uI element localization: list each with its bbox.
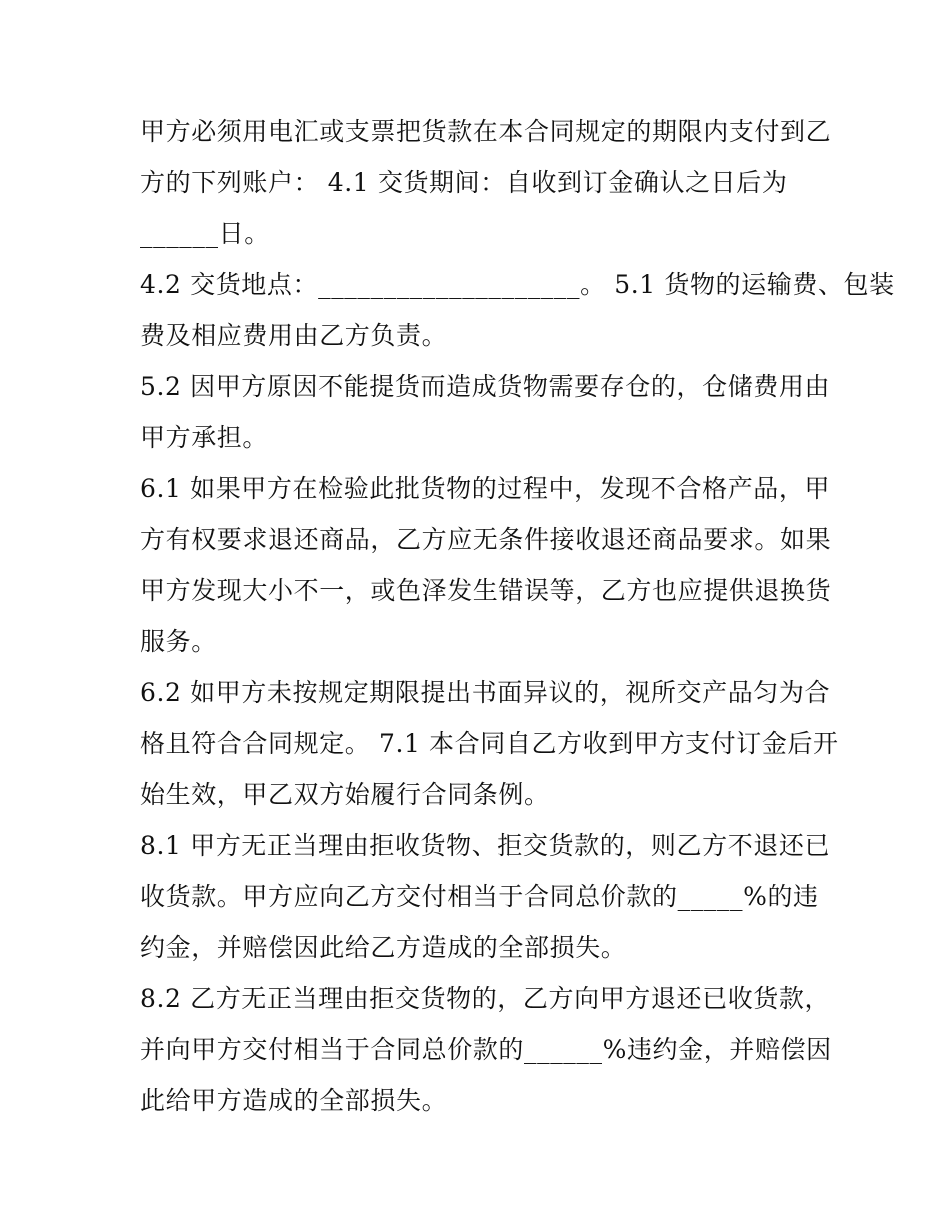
text-line: 费及相应费用由乙方负责。 (140, 321, 448, 350)
text-line: 始生效，甲乙双方始履行合同条例。 (140, 780, 550, 809)
text-line: 格且符合合同规定。 7.1 本合同自乙方收到甲方支付订金后开 (140, 729, 839, 758)
text-line: 服务。 (140, 627, 217, 656)
text-line: 8.1 甲方无正当理由拒收货物、拒交货款的，则乙方不退还已 (140, 831, 831, 860)
text-line: 方有权要求退还商品，乙方应无条件接收退还商品要求。如果 (140, 525, 832, 554)
text-line: 甲方发现大小不一，或色泽发生错误等，乙方也应提供退换货 (140, 576, 832, 605)
text-line: 此给甲方造成的全部损失。 (140, 1086, 448, 1115)
text-line: 4.2 交货地点：____________________。 5.1 货物的运输费、包装 (140, 270, 895, 299)
text-line: 8.2 乙方无正当理由拒交货物的，乙方向甲方退还已收货款， (140, 984, 831, 1013)
text-line: 5.2 因甲方原因不能提货而造成货物需要存仓的，仓储费用由 (140, 372, 831, 401)
text-line: 甲方承担。 (140, 423, 269, 452)
text-line: 收货款。甲方应向乙方交付相当于合同总价款的_____%的违 (140, 882, 819, 911)
text-line: 6.1 如果甲方在检验此批货物的过程中，发现不合格产品，甲 (140, 474, 831, 503)
text-line: 方的下列账户： 4.1 交货期间：自收到订金确认之日后为 (140, 168, 788, 197)
contract-text-body (140, 106, 895, 1126)
text-line: 6.2 如甲方未按规定期限提出书面异议的，视所交产品匀为合 (140, 678, 831, 707)
text-line: 约金，并赔偿因此给乙方造成的全部损失。 (140, 933, 627, 962)
text-line: ______日。 (140, 219, 270, 248)
text-line: 并向甲方交付相当于合同总价款的______%违约金，并赔偿因 (140, 1035, 832, 1064)
text-line: 甲方必须用电汇或支票把货款在本合同规定的期限内支付到乙 (140, 117, 832, 146)
